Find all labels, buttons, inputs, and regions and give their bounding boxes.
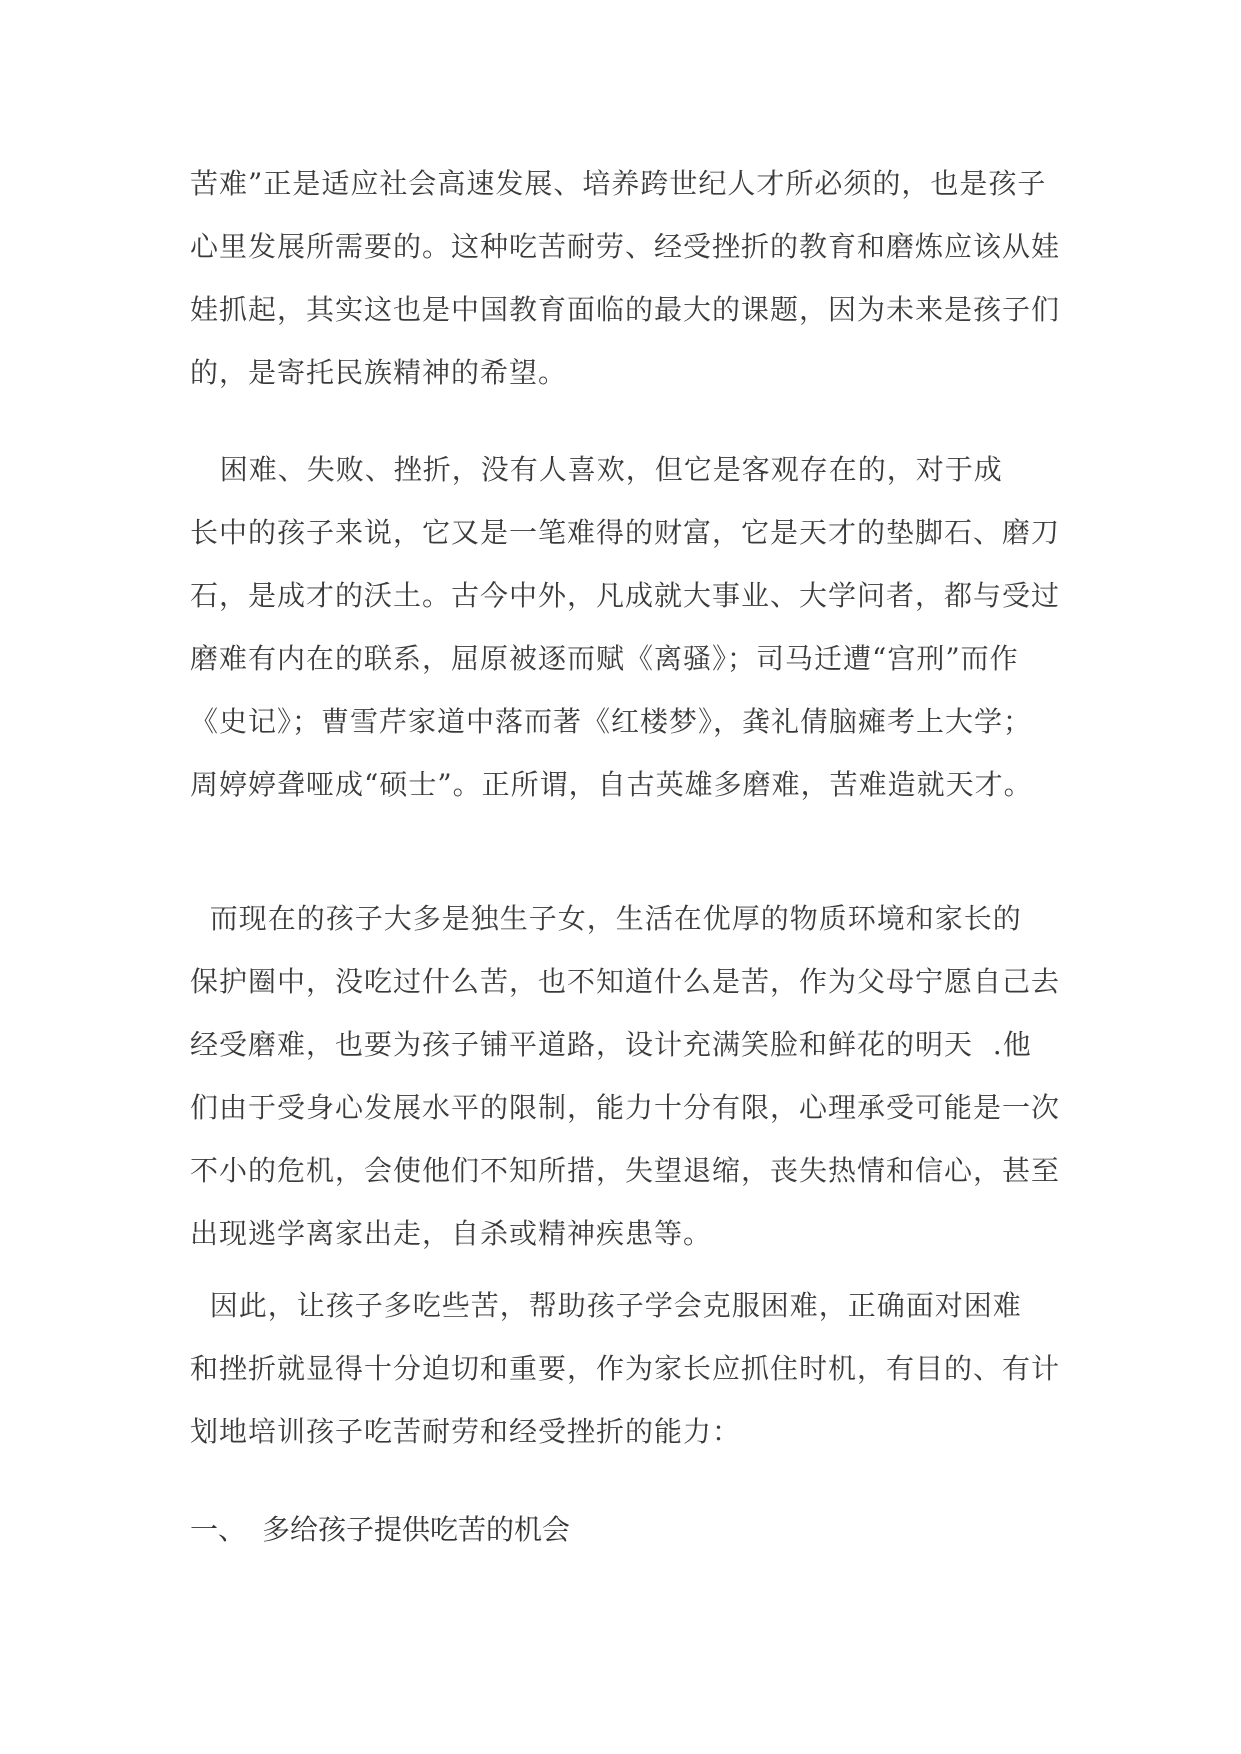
paragraph-1 (190, 152, 1061, 404)
text-line: 和挫折就显得十分迫切和重要，作为家长应抓住时机，有目的、有计 (190, 1352, 1061, 1385)
text-line: 划地培训孩子吃苦耐劳和经受挫折的能力： (190, 1415, 742, 1448)
text-line: 心里发展所需要的。这种吃苦耐劳、经受挫折的教育和磨炼应该从娃 (190, 230, 1061, 263)
text-line: 困难、失败、挫折，没有人喜欢，但它是客观存在的，对于成 (190, 453, 1003, 486)
section-heading (190, 1498, 1052, 1561)
text-line: 们由于受身心发展水平的限制，能力十分有限，心理承受可能是一次 (190, 1091, 1061, 1124)
text-line: 磨难有内在的联系，屈原被逐而赋《离骚》；司马迁遭“宫刑”而作 (190, 642, 1019, 675)
text-line: 苦难”正是适应社会高速发展、培养跨世纪人才所必须的，也是孩子 (190, 167, 1047, 200)
text-line: 石，是成才的沃土。古今中外，凡成就大事业、大学问者，都与受过 (190, 579, 1061, 612)
text-line: 因此，让孩子多吃些苦，帮助孩子学会克服困难，正确面对困难 (190, 1289, 1022, 1322)
text-line: 经受磨难，也要为孩子铺平道路，设计充满笑脸和鲜花的明天 .他 (190, 1028, 1032, 1061)
text-line: 保护圈中，没吃过什么苦，也不知道什么是苦，作为父母宁愿自己去 (190, 965, 1061, 998)
text-line: 长中的孩子来说，它又是一笔难得的财富，它是天才的垫脚石、磨刀 (190, 516, 1061, 549)
text-line: 出现逃学离家出走，自杀或精神疾患等。 (190, 1217, 713, 1250)
paragraph-4 (190, 1274, 1061, 1463)
text-line: 娃抓起，其实这也是中国教育面临的最大的课题，因为未来是孩子们 (190, 293, 1061, 326)
section-number: 一、 (190, 1513, 247, 1546)
paragraph-2 (190, 438, 1061, 816)
text-line: 的，是寄托民族精神的希望。 (190, 356, 568, 389)
paragraph-3 (190, 887, 1061, 1265)
text-line: 不小的危机，会使他们不知所措，失望退缩，丧失热情和信心，甚至 (190, 1154, 1061, 1187)
section-title: 多给孩子提供吃苦的机会 (262, 1513, 571, 1546)
text-line: 《史记》；曹雪芹家道中落而著《红楼梦》，龚礼倩脑瘫考上大学； (190, 705, 1033, 738)
text-line: 而现在的孩子大多是独生子女，生活在优厚的物质环境和家长的 (190, 902, 1022, 935)
text-line: 周婷婷聋哑成“硕士”。正所谓，自古英雄多磨难，苦难造就天才。 (190, 768, 1033, 801)
